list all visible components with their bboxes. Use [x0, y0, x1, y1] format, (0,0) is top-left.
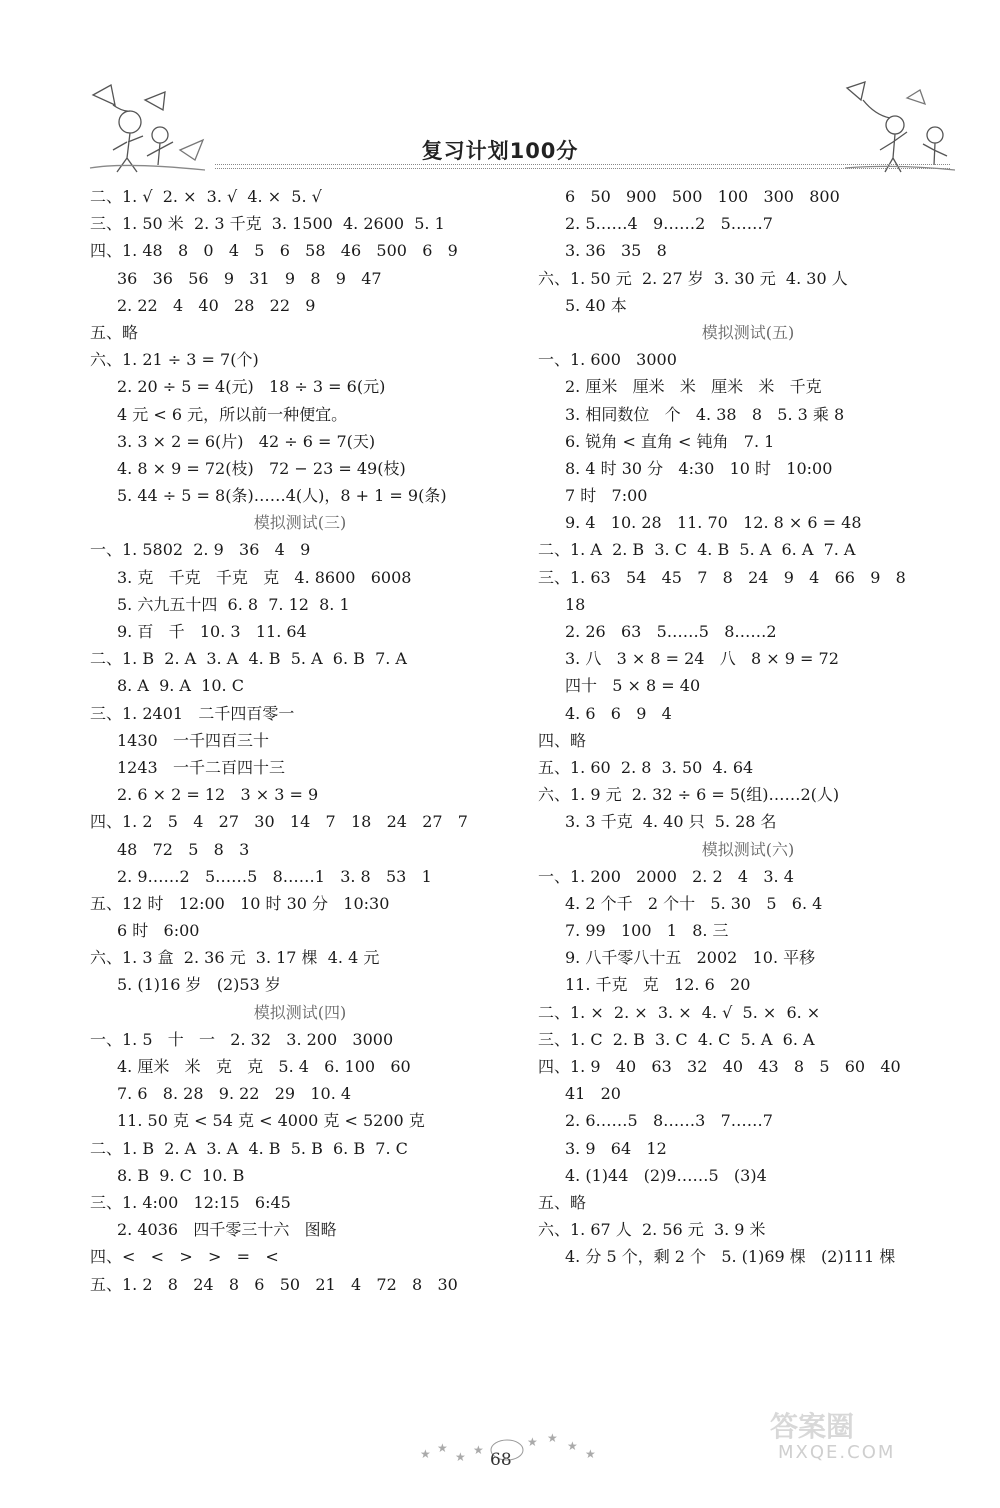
section-heading: 模拟测试(六): [701, 839, 795, 859]
answer-line: 4. 2 个千 2 个十 5. 30 5 6. 4: [565, 893, 823, 913]
answer-line: 六、1. 3 盒 2. 36 元 3. 17 棵 4. 4 元: [90, 948, 380, 968]
answer-line: 9. 4 10. 28 11. 70 12. 8 × 6 = 48: [565, 513, 862, 533]
svg-text:★: ★: [547, 1431, 558, 1445]
svg-text:★: ★: [585, 1447, 596, 1461]
answer-line: 二、1. B 2. A 3. A 4. B 5. A 6. B 7. A: [90, 649, 407, 669]
answer-line: 11. 50 克 < 54 克 < 4000 克 < 5200 克: [117, 1111, 425, 1131]
answer-line: 3. 3 × 2 = 6(片) 42 ÷ 6 = 7(天): [117, 431, 376, 451]
svg-text:★: ★: [420, 1447, 431, 1461]
answer-line: 2. 9……2 5……5 8……1 3. 8 53 1: [117, 866, 432, 886]
answer-line: 3. 36 35 8: [565, 241, 667, 261]
answer-line: 18: [565, 594, 586, 614]
answer-line: 一、1. 5802 2. 9 36 4 9: [90, 540, 311, 560]
answer-line: 8. B 9. C 10. B: [117, 1165, 245, 1185]
answer-line: 41 20: [565, 1084, 621, 1104]
answer-column-right: [538, 183, 968, 1271]
answer-line: 9. 百 千 10. 3 11. 64: [117, 622, 307, 641]
answer-line: 四、1. 9 40 63 32 40 43 8 5 60 40: [538, 1057, 901, 1076]
answer-line: 4. 8 × 9 = 72(枝) 72 − 23 = 49(枝): [117, 458, 406, 478]
answer-line: 二、1. B 2. A 3. A 4. B 5. B 6. B 7. C: [90, 1138, 408, 1158]
answer-line: 三、1. 63 54 45 7 8 24 9 4 66 9 8: [538, 567, 906, 587]
watermark-site: MXQE.COM: [778, 1442, 896, 1463]
answer-line: 五、1. 2 8 24 8 6 50 21 4 72 8 30: [90, 1274, 458, 1294]
answer-line: 48 72 5 8 3: [117, 839, 250, 859]
page-header: [0, 0, 1000, 185]
answer-line: 5. 44 ÷ 5 = 8(条)……4(人)，8 + 1 = 9(条): [117, 486, 447, 506]
answer-line: 11. 千克 克 12. 6 20: [565, 975, 751, 995]
answer-line: 六、1. 9 元 2. 32 ÷ 6 = 5(组)……2(人): [538, 785, 840, 805]
svg-text:★: ★: [567, 1439, 578, 1453]
answer-line: 5. 40 本: [565, 295, 627, 315]
answer-line: 2. 6……5 8……3 7……7: [565, 1111, 773, 1131]
watermark-brand: 答案圈: [770, 1410, 855, 1443]
answer-line: 五、略: [538, 1192, 587, 1212]
answer-line: 二、1. × 2. × 3. × 4. √ 5. × 6. ×: [538, 1002, 821, 1022]
answer-line: 三、1. 4:00 12:15 6:45: [90, 1192, 291, 1212]
answer-line: 一、1. 5 十 一 2. 32 3. 200 3000: [90, 1029, 394, 1049]
answer-line: 6 50 900 500 100 300 800: [565, 187, 840, 206]
section-heading: 模拟测试(五): [701, 322, 795, 342]
answer-line: 五、1. 60 2. 8 3. 50 4. 64: [538, 757, 754, 777]
answer-line: 五、略: [90, 322, 139, 342]
answer-line: 8. A 9. A 10. C: [117, 676, 244, 696]
answer-line: 4. 分 5 个，剩 2 个 5. (1)69 棵 (2)111 棵: [565, 1247, 896, 1267]
page-number: 68: [490, 1450, 512, 1470]
answer-line: 3. 克 千克 千克 克 4. 8600 6008: [117, 567, 412, 587]
answer-line: 六、1. 21 ÷ 3 = 7(个): [90, 350, 259, 370]
page-title: 复习计划100分: [421, 139, 579, 163]
answer-line: 四、1. 2 5 4 27 30 14 7 18 24 27 7: [90, 812, 468, 832]
answer-line: 四、略: [538, 730, 587, 750]
answer-line: 6 时 6:00: [117, 921, 200, 941]
answer-line: 一、1. 600 3000: [538, 350, 677, 370]
answer-line: 7 时 7:00: [565, 486, 648, 506]
answer-line: 一、1. 200 2000 2. 2 4 3. 4: [538, 866, 794, 886]
answer-line: 五、12 时 12:00 10 时 30 分 10:30: [90, 893, 390, 913]
svg-text:★: ★: [473, 1443, 484, 1457]
section-heading: 模拟测试(三): [253, 513, 347, 533]
section-heading: 模拟测试(四): [253, 1002, 347, 1022]
answer-line: 3. 八 3 × 8 = 24 八 8 × 9 = 72: [565, 649, 839, 669]
svg-text:★: ★: [455, 1450, 466, 1464]
answer-line: 3. 9 64 12: [565, 1138, 667, 1158]
answer-line: 5. 六九五十四 6. 8 7. 12 8. 1: [117, 594, 350, 614]
answer-line: 2. 5……4 9……2 5……7: [565, 214, 773, 234]
answer-line: 7. 99 100 1 8. 三: [565, 921, 729, 941]
answer-line: 六、1. 50 元 2. 27 岁 3. 30 元 4. 30 人: [538, 268, 848, 288]
answer-line: 四、< < > > = <: [90, 1247, 279, 1267]
svg-text:★: ★: [527, 1435, 538, 1449]
answer-line: 2. 厘米 厘米 米 厘米 米 千克: [565, 377, 822, 397]
svg-text:★: ★: [437, 1441, 448, 1455]
answer-line: 36 36 56 9 31 9 8 9 47: [117, 268, 382, 288]
answer-line: 二、1. √ 2. × 3. √ 4. × 5. √: [90, 187, 322, 206]
answer-line: 4. 厘米 米 克 克 5. 4 6. 100 60: [117, 1057, 411, 1076]
answer-line: 2. 6 × 2 = 12 3 × 3 = 9: [117, 785, 319, 805]
answer-line: 六、1. 67 人 2. 56 元 3. 9 米: [538, 1220, 766, 1240]
answer-line: 2. 26 63 5……5 8……2: [565, 622, 777, 641]
answer-line: 三、1. 2401 二千四百零一: [90, 703, 295, 723]
answer-line: 四十 5 × 8 = 40: [565, 676, 701, 696]
header-divider: [215, 168, 950, 169]
answer-line: 6. 锐角 < 直角 < 钝角 7. 1: [565, 431, 775, 451]
answer-line: 3. 相同数位 个 4. 38 8 5. 3 乘 8: [565, 404, 845, 424]
answer-line: 2. 22 4 40 28 22 9: [117, 295, 316, 315]
answer-line: 4 元 < 6 元，所以前一种便宜。: [117, 404, 348, 424]
header-divider: [215, 164, 950, 165]
answer-line: 4. 6 6 9 4: [565, 703, 672, 723]
answer-line: 9. 八千零八十五 2002 10. 平移: [565, 948, 816, 968]
answer-line: 7. 6 8. 28 9. 22 29 10. 4: [117, 1084, 352, 1104]
answer-line: 1430 一千四百三十: [117, 730, 269, 750]
answer-line: 1243 一千二百四十三: [117, 757, 285, 777]
answer-line: 5. (1)16 岁 (2)53 岁: [117, 975, 281, 995]
answer-line: 3. 3 千克 4. 40 只 5. 28 名: [565, 812, 777, 832]
answer-line: 三、1. C 2. B 3. C 4. C 5. A 6. A: [538, 1029, 815, 1049]
answer-line: 2. 4036 四千零三十六 图略: [117, 1220, 337, 1240]
answer-line: 2. 20 ÷ 5 = 4(元) 18 ÷ 3 = 6(元): [117, 377, 386, 397]
answer-line: 二、1. A 2. B 3. C 4. B 5. A 6. A 7. A: [538, 540, 856, 560]
answer-column-left: [90, 183, 520, 1298]
answer-line: 8. 4 时 30 分 4:30 10 时 10:00: [565, 458, 833, 478]
answer-line: 三、1. 50 米 2. 3 千克 3. 1500 4. 2600 5. 1: [90, 214, 445, 234]
answer-line: 4. (1)44 (2)9……5 (3)4: [565, 1165, 767, 1185]
answer-line: 四、1. 48 8 0 4 5 6 58 46 500 6 9: [90, 241, 458, 261]
